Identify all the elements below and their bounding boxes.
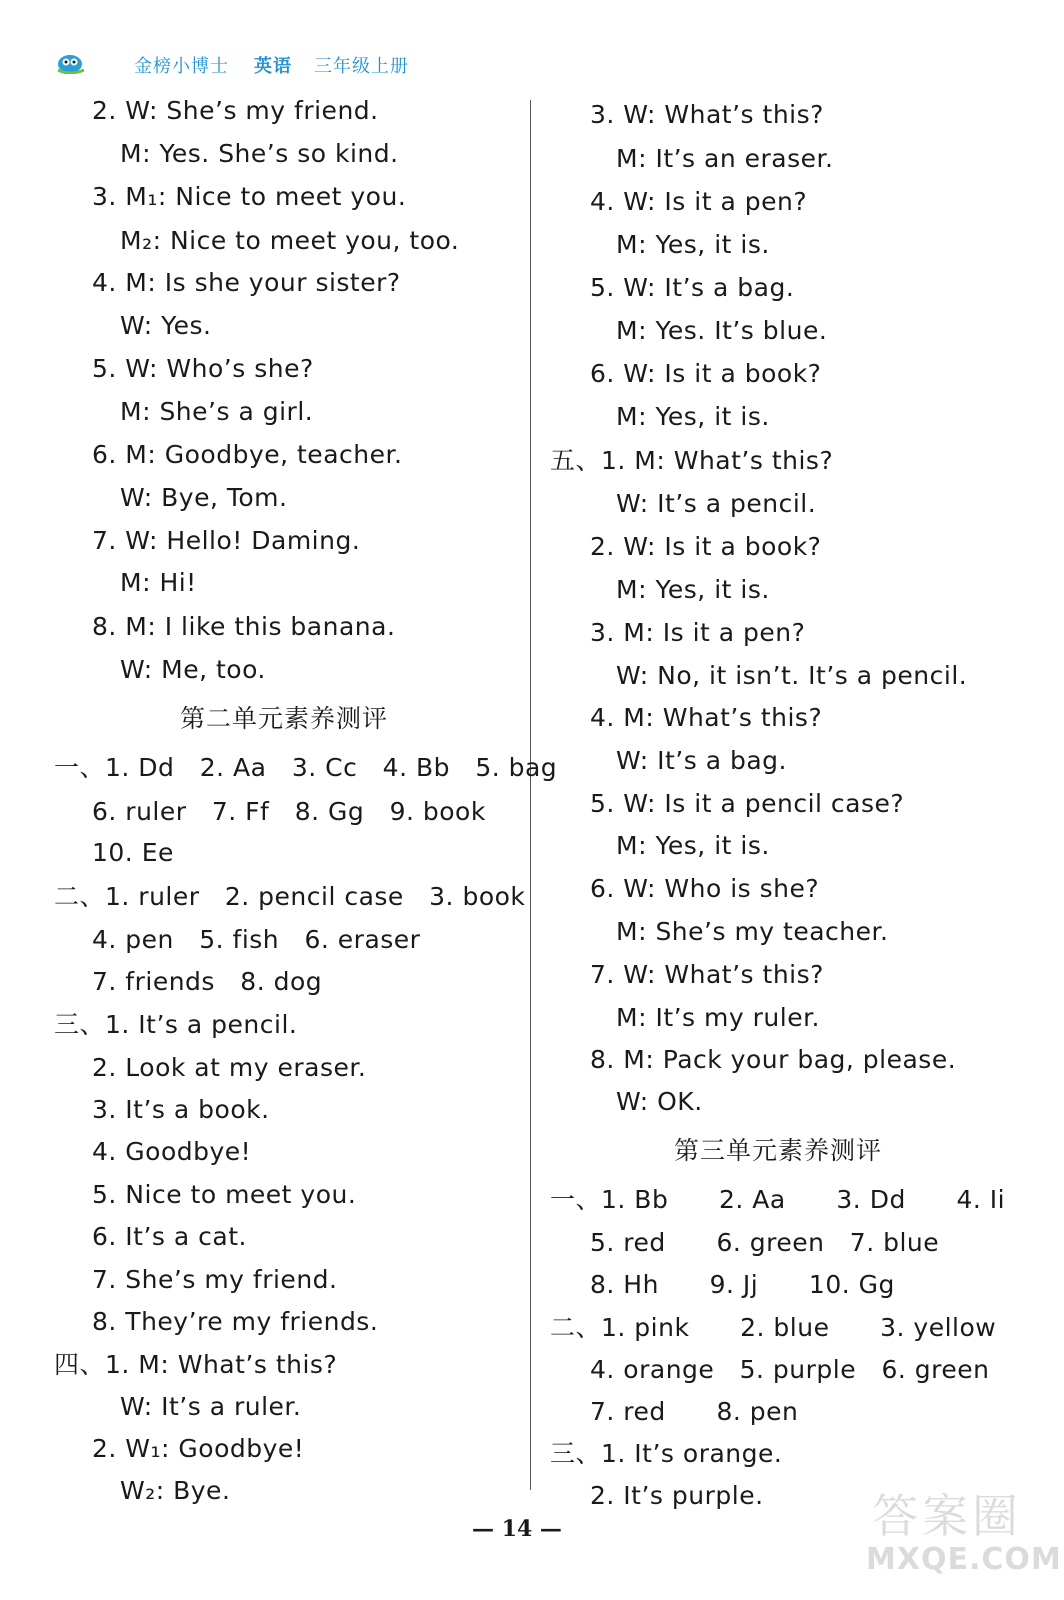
answer-line: 一、1. Bb 2. Aa 3. Dd 4. Ii [550, 1185, 1006, 1214]
answer-line: 4. M: Is she your sister? [92, 268, 401, 297]
answer-line: 6. M: Goodbye, teacher. [92, 440, 403, 469]
answer-line: M: It’s an eraser. [616, 144, 834, 173]
answer-line: 5. red 6. green 7. blue [590, 1228, 940, 1257]
answer-line: M: Hi! [120, 568, 197, 597]
answer-line: 二、1. ruler 2. pencil case 3. book [54, 882, 526, 911]
answer-line: M: Yes, it is. [616, 831, 770, 860]
answer-line: 四、1. M: What’s this? [54, 1350, 338, 1379]
answer-line: M: Yes. She’s so kind. [120, 139, 399, 168]
answer-line: W: It’s a ruler. [120, 1392, 302, 1421]
answer-line: W: It’s a pencil. [616, 489, 817, 518]
answer-line: W: Me, too. [120, 655, 266, 684]
answer-line: 8. Hh 9. Jj 10. Gg [590, 1270, 895, 1299]
grade-label: 三年级上册 [314, 56, 409, 77]
answer-line: 3. It’s a book. [92, 1095, 270, 1124]
answer-line: 4. orange 5. purple 6. green [590, 1355, 990, 1384]
answer-line: M: She’s my teacher. [616, 917, 889, 946]
answer-line: 5. W: Is it a pencil case? [590, 789, 905, 818]
answer-line: 7. W: What’s this? [590, 960, 824, 989]
answer-line: 2. It’s purple. [590, 1481, 764, 1510]
answer-line: 6. W: Who is she? [590, 874, 820, 903]
answer-line: W: Bye, Tom. [120, 483, 288, 512]
answer-line: M: She’s a girl. [120, 397, 314, 426]
answer-line: 6. It’s a cat. [92, 1222, 247, 1251]
answer-line: 5. W: It’s a bag. [590, 273, 795, 302]
watermark-logo-text: 答案圈 [872, 1489, 1022, 1543]
page-header [56, 46, 476, 78]
answer-line: 2. W₁: Goodbye! [92, 1434, 305, 1463]
answer-line: M: Yes. It’s blue. [616, 316, 828, 345]
answer-line: M: Yes, it is. [616, 402, 770, 431]
answer-line: 3. M: Is it a pen? [590, 618, 806, 647]
subject-name: 英语 [254, 56, 292, 77]
answer-line: 8. M: I like this banana. [92, 612, 396, 641]
answer-line: 5. W: Who’s she? [92, 354, 314, 383]
unit-heading: 第三单元素养测评 [674, 1136, 883, 1165]
answer-line: 4. M: What’s this? [590, 703, 823, 732]
answer-line: 5. Nice to meet you. [92, 1180, 357, 1209]
watermark-url: MXQE.COM [866, 1542, 1062, 1577]
answer-line: M₂: Nice to meet you, too. [120, 226, 460, 255]
answer-line: W: No, it isn’t. It’s a pencil. [616, 661, 968, 690]
answer-line: 3. W: What’s this? [590, 100, 824, 129]
answer-line: 4. W: Is it a pen? [590, 187, 808, 216]
column-divider [530, 100, 531, 1490]
answer-line: W: It’s a bag. [616, 746, 787, 775]
answer-line: 7. W: Hello! Daming. [92, 526, 361, 555]
answer-line: 4. Goodbye! [92, 1137, 252, 1166]
answer-line: 7. friends 8. dog [92, 967, 323, 996]
answer-line: 二、1. pink 2. blue 3. yellow [550, 1313, 997, 1342]
answer-line: 2. Look at my eraser. [92, 1053, 367, 1082]
page-number: — 14 — [472, 1516, 562, 1542]
watermark [862, 1480, 1062, 1590]
answer-line: 7. She’s my friend. [92, 1265, 338, 1294]
unit-heading: 第二单元素养测评 [180, 704, 389, 733]
answer-line: 10. Ee [92, 838, 174, 867]
answer-line: 2. W: She’s my friend. [92, 96, 379, 125]
answer-line: W: Yes. [120, 311, 212, 340]
answer-line: M: It’s my ruler. [616, 1003, 821, 1032]
answer-line: M: Yes, it is. [616, 230, 770, 259]
answer-line: 一、1. Dd 2. Aa 3. Cc 4. Bb 5. bag [54, 753, 558, 782]
answer-line: 三、1. It’s orange. [550, 1439, 783, 1468]
answer-line: 三、1. It’s a pencil. [54, 1010, 298, 1039]
answer-line: 4. pen 5. fish 6. eraser [92, 925, 421, 954]
answer-line: 6. ruler 7. Ff 8. Gg 9. book [92, 797, 486, 826]
answer-line: 7. red 8. pen [590, 1397, 799, 1426]
answer-line: W₂: Bye. [120, 1476, 231, 1505]
answer-line: 五、1. M: What’s this? [550, 446, 834, 475]
answer-line: 3. M₁: Nice to meet you. [92, 182, 407, 211]
answer-line: 8. M: Pack your bag, please. [590, 1045, 957, 1074]
answer-line: 8. They’re my friends. [92, 1307, 379, 1336]
answer-line: 2. W: Is it a book? [590, 532, 822, 561]
answer-line: M: Yes, it is. [616, 575, 770, 604]
answer-line: 6. W: Is it a book? [590, 359, 822, 388]
answer-line: W: OK. [616, 1087, 703, 1116]
brand-name: 金榜小博士 [134, 56, 229, 77]
owl-logo-icon [56, 50, 88, 74]
